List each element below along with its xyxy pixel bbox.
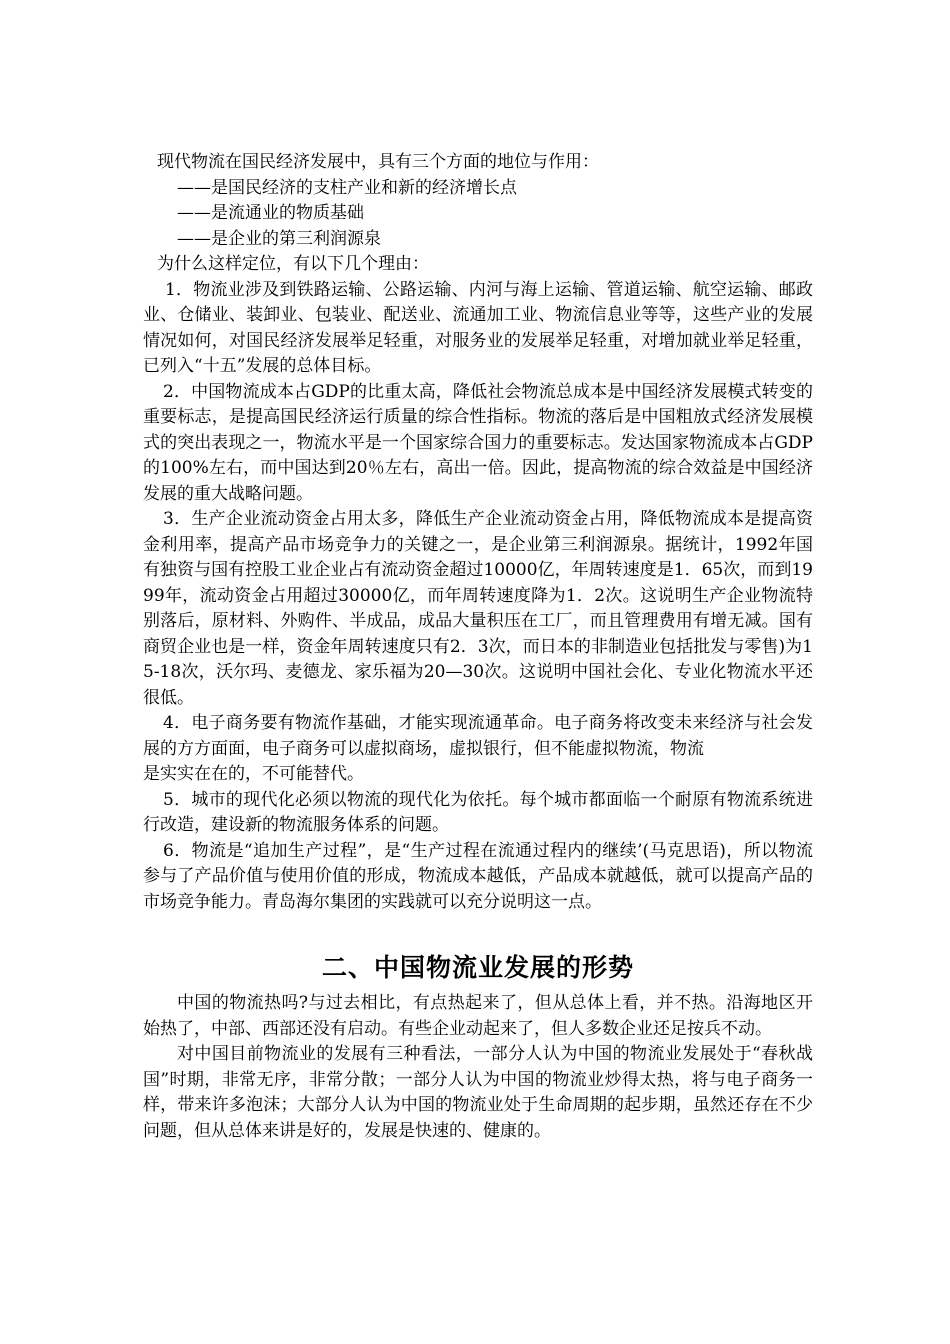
role-item: ——是国民经济的支柱产业和新的经济增长点 [177, 177, 517, 198]
reason-1-paragraph: 1．物流业涉及到铁路运输、公路运输、内河与海上运输、管道运输、航空运输、邮政业、仓储业、装卸业、包装业、配送业、流通加工业、物流信息业等等，这些产业的发展情况如何，对国民经济发展举足轻重，对服务业的发展举足轻重，对增加就业举足轻重，已列入“十五”发展的总体目标。 [143, 279, 813, 376]
reason-5-paragraph: 5．城市的现代化必须以物流的现代化为依托。每个城市都面临一个耐原有物流系统进行改造，建设新的物流服务体系的问题。 [143, 789, 813, 835]
body-paragraph: 中国的物流热吗?与过去相比，有点热起来了，但从总体上看，并不热。沿海地区开始热了，中部、西部还没有启动。有些企业动起来了，但人多数企业还足按兵不动。 [143, 993, 813, 1039]
document-body [143, 150, 813, 1144]
reasons-intro: 为什么这样定位，有以下几个理由： [157, 254, 429, 274]
reason-3-paragraph: 3．生产企业流动资金占用太多，降低生产企业流动资金占用，降低物流成本是提高资金利用率，提高产品市场竞争力的关键之一，是企业第三利润源泉。据统计，1992年国有独资与国有控股工业企业占有流动资金超过10000亿，年周转速度是1．65次，而到1999年，流动资金占用超过30000亿，而年周转速度降为1．2次。这说明生产企业物流特别落后，原材料、外购件、半成品，成品大量积压在工厂，而且管理费用有增无减。国有商贸企业也是一样，资金年周转速度只有2．3次，而日本的非制造业包括批发与零售)为15-18次，沃尔玛、麦德龙、家乐福为20—30次。这说明中国社会化、专业化物流水平还很低。 [143, 509, 813, 708]
reason-4-continuation: 是实实在在的，不可能替代。 [143, 764, 364, 784]
role-item: ——是企业的第三利润源泉 [177, 228, 381, 249]
section-heading: 二、中国物流业发展的形势 [321, 953, 634, 982]
intro-paragraph: 现代物流在国民经济发展中，具有三个方面的地位与作用： [157, 152, 599, 172]
reason-6-paragraph: 6．物流是“追加生产过程”，是“生产过程在流通过程内的继续’(马克思语)，所以物流参与了产品价值与使用价值的形成，物流成本越低，产品成本就越低，就可以提高产品的市场竞争能力。青岛海尔集团的实践就可以充分说明这一点。 [143, 840, 813, 912]
reason-4-paragraph: 4．电子商务要有物流作基础，才能实现流通革命。电子商务将改变未来经济与社会发展的方方面面，电子商务可以虚拟商场，虚拟银行，但不能虚拟物流，物流 [143, 713, 813, 759]
body-paragraph: 对中国目前物流业的发展有三种看法，一部分人认为中国的物流业发展处于“春秋战国”时期，非常无序，非常分散；一部分人认为中国的物流业炒得太热，将与电子商务一样，带来许多泡沫；大部分人认为中国的物流业处于生命周期的起步期，虽然还存在不少问题，但从总体来讲是好的，发展是快速的、健康的。 [143, 1044, 813, 1141]
role-item: ——是流通业的物质基础 [177, 203, 364, 223]
reason-2-paragraph: 2．中国物流成本占GDP的比重太高，降低社会物流总成本是中国经济发展模式转变的重要标志，是提高国民经济运行质量的综合性指标。物流的落后是中国粗放式经济发展模式的突出表现之一，物流水平是一个国家综合国力的重要标志。发达国家物流成本占GDP的100%左右，而中国达到20％左右，高出一倍。因此，提高物流的综合效益是中国经济发展的重大战略问题。 [143, 381, 813, 504]
